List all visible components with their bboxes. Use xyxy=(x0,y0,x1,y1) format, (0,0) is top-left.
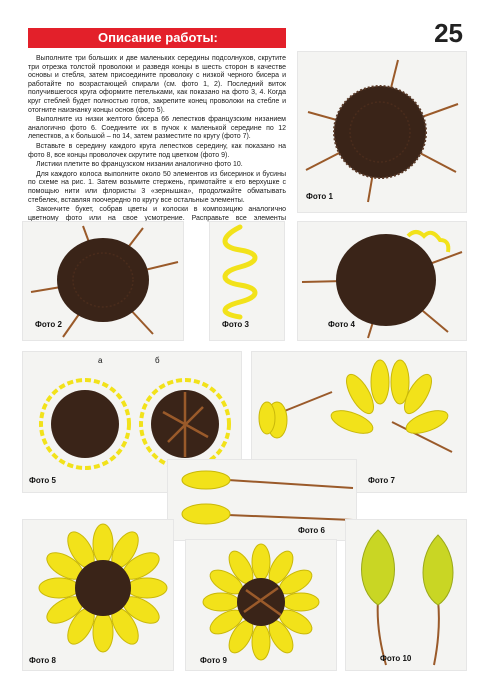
photo-3 xyxy=(210,222,284,340)
section-title: Описание работы: xyxy=(98,30,218,45)
photo-9 xyxy=(186,540,336,670)
photo-caption: Фото 3 xyxy=(222,320,249,329)
photo-6 xyxy=(168,460,356,540)
photo-caption: Фото 4 xyxy=(328,320,355,329)
label-b: б xyxy=(155,356,160,365)
photo-caption: Фото 9 xyxy=(200,656,227,665)
photo-4 xyxy=(298,222,466,340)
beaded-disc-image xyxy=(298,52,466,212)
page-number: 25 xyxy=(434,18,463,48)
paragraph: Листики плетите во французском низании аналогично фото 10. xyxy=(36,161,243,169)
leaves-image xyxy=(346,520,466,670)
paragraph: Выполните три больших и две маленьких середины подсолнухов, скрутите три отрезка толстой проволоки и разведя концы в шесть сторон в качестве основы и стебля, затем присоедините проволоку с низкой черного бисера и работайте по возрастающей спирали (см. фото 1, 2). Последний виток получившегося круга оформите петельками, как показано на фото 3, 4. Когда круг стеблей будет полностью готов, закрепите конец проволоки на стебле и отогните наизнанку концы основ (фото 5). xyxy=(28,55,286,114)
photo-8 xyxy=(23,520,173,670)
photo-caption: Фото 7 xyxy=(368,476,395,485)
photo-10 xyxy=(346,520,466,670)
photo-caption: Фото 1 xyxy=(306,192,333,201)
paragraph: Для каждого колоса выполните около 50 элементов из бисеринок и бусины по схеме на рис. 1. Затем возьмите стержень, примотайте к его верхушке с помощью нити или флористы 3 «зернышка», продолжайте обматывать стебелек, вставляя поочередно по кругу все остальные элементы. xyxy=(28,170,286,204)
sunflower-back-image xyxy=(186,540,336,670)
paragraph: Выполните из низки желтого бисера 66 лепестков французским низанием аналогично фото 6. Соедините их в пучок к маленькой середине по 12 лепестков, а к большой – по 14, затем разместите по кругу (фото 7). xyxy=(28,116,286,141)
petals-image xyxy=(168,460,356,540)
photo-caption: Фото 5 xyxy=(29,476,56,485)
photo-caption: Фото 8 xyxy=(29,656,56,665)
paragraph: Вставьте в середину каждого круга лепестков середину, как показано на фото 8, все концы проволочек скрутите под цветком (фото 9). xyxy=(28,142,286,159)
photo-1 xyxy=(298,52,466,212)
beaded-disc-loops-image xyxy=(298,222,466,340)
photo-2 xyxy=(23,222,183,340)
photo-caption: Фото 2 xyxy=(35,320,62,329)
photo-caption: Фото 10 xyxy=(380,654,412,663)
section-header xyxy=(28,28,286,48)
photo-caption: Фото 6 xyxy=(298,526,325,535)
sunflower-image xyxy=(23,520,173,670)
paragraph: Закончите букет, собрав цветы и колоски в композицию аналогично цветному фото или на свое усмотрение. Расправьте все элементы xyxy=(28,206,286,222)
label-a: а xyxy=(98,356,103,365)
instructions-text xyxy=(28,55,286,233)
